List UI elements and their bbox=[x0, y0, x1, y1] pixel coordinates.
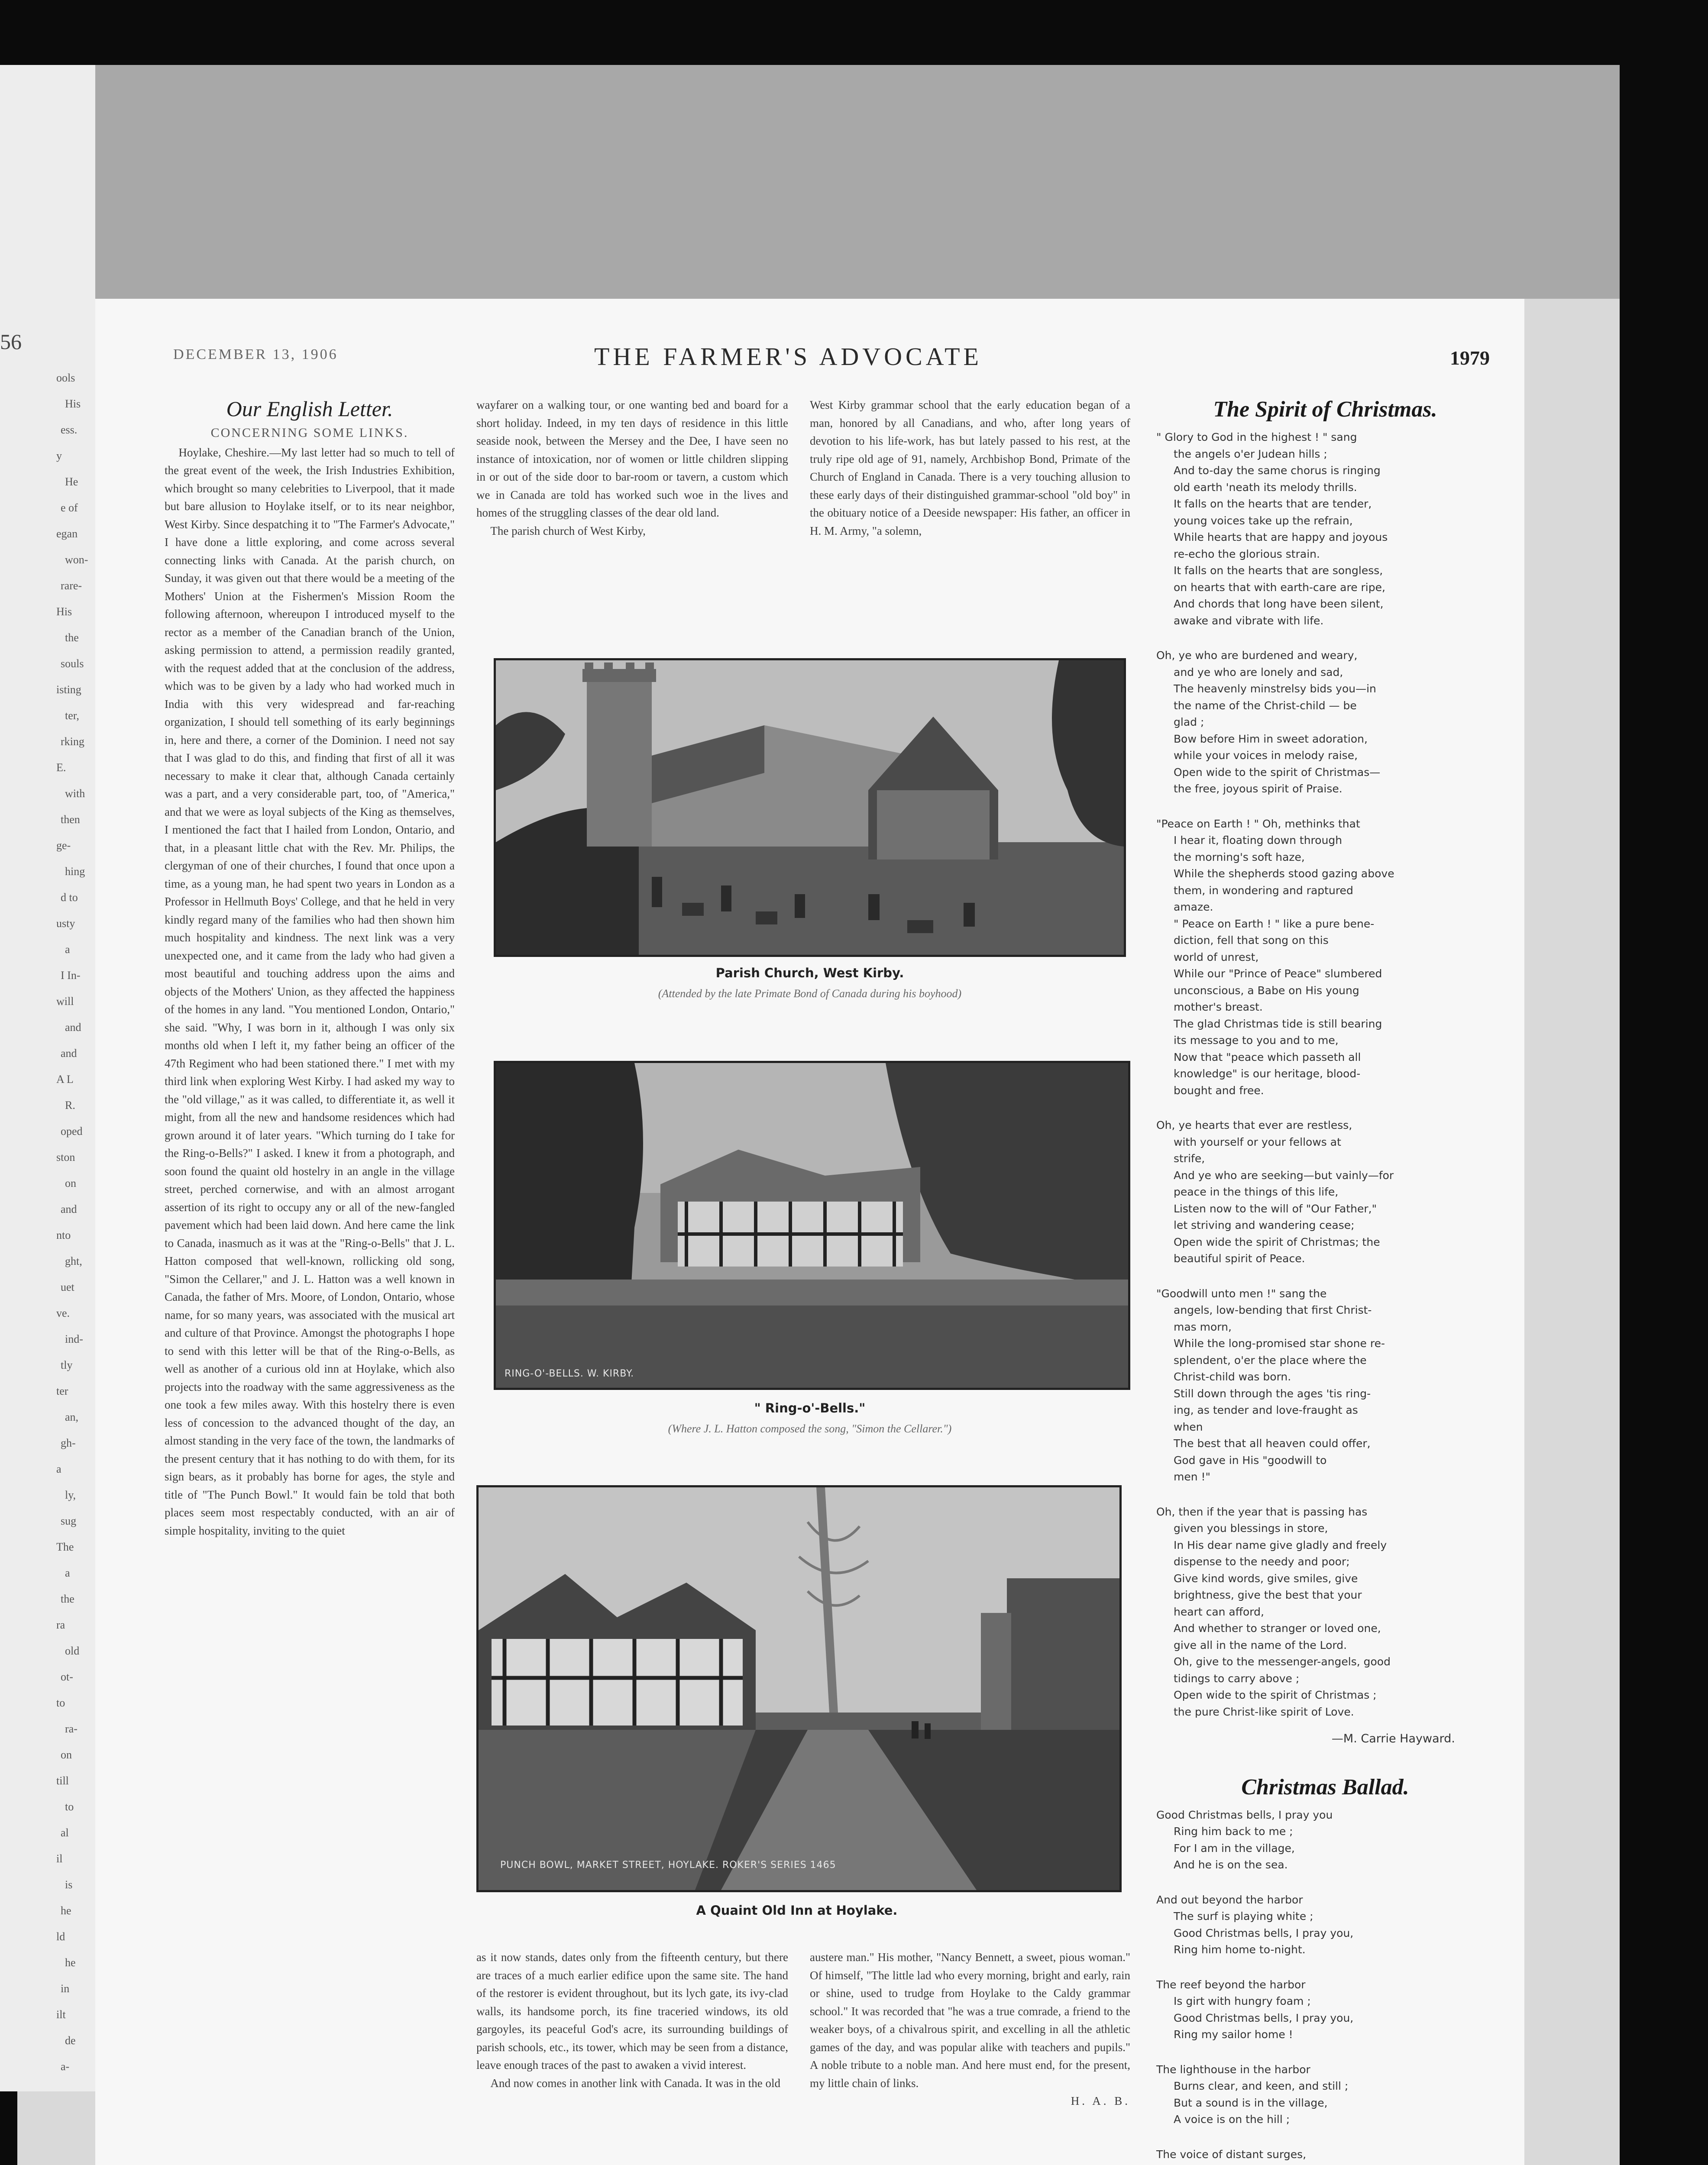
previous-page-fragment: isting bbox=[56, 683, 81, 696]
poem-line: world of unrest, bbox=[1174, 950, 1259, 963]
previous-page-fragment: He bbox=[65, 475, 78, 488]
previous-page-fragment: ess. bbox=[61, 423, 78, 436]
previous-page-fragment: ston bbox=[56, 1151, 75, 1163]
poem-spirit-of-christmas bbox=[1156, 429, 1494, 1720]
poem-line: "Peace on Earth ! " Oh, methinks that bbox=[1156, 817, 1360, 830]
poem-line: Now that "peace which passeth all bbox=[1174, 1050, 1361, 1063]
poem-line: I hear it, floating down through bbox=[1174, 834, 1342, 847]
previous-page-fragment: won- bbox=[65, 553, 88, 566]
poem-stanza bbox=[1156, 2146, 1494, 2165]
poem-line: Bow before Him in sweet adoration, bbox=[1174, 732, 1368, 745]
previous-page-fragment: I In- bbox=[61, 969, 81, 982]
previous-page-fragment: an, bbox=[65, 1411, 79, 1423]
previous-page-fragment: the bbox=[61, 1593, 74, 1605]
previous-page-fragment: e of bbox=[61, 501, 78, 514]
poem-line: bought and free. bbox=[1174, 1084, 1264, 1097]
previous-page-fragment: a bbox=[65, 943, 70, 956]
poem-stanza bbox=[1156, 429, 1494, 629]
previous-page-fragment: ly, bbox=[65, 1489, 76, 1501]
previous-page-fragment: to bbox=[65, 1800, 74, 1813]
previous-page-fragment: His bbox=[65, 397, 81, 410]
poem-line: Oh, ye who are burdened and weary, bbox=[1156, 649, 1358, 662]
poem-line: But a sound is in the village, bbox=[1174, 2096, 1328, 2109]
column-3 bbox=[810, 396, 1130, 540]
poem-line: old earth 'neath its melody thrills. bbox=[1174, 481, 1357, 494]
running-head bbox=[95, 342, 1524, 377]
poem-line: with yourself or your fellows at bbox=[1174, 1135, 1341, 1148]
poem-stanza bbox=[1156, 1117, 1494, 1267]
poem-line: Oh, then if the year that is passing has bbox=[1156, 1505, 1368, 1518]
poem-title: The Spirit of Christmas. bbox=[1213, 397, 1437, 422]
photo-inscription-ring-o-bells: RING-O'-BELLS. W. KIRBY. bbox=[505, 1368, 634, 1379]
previous-page-fragment: to bbox=[56, 1696, 65, 1709]
previous-page-fragment: rking bbox=[61, 735, 84, 748]
poem-line: glad ; bbox=[1174, 716, 1204, 728]
poem-line: splendent, o'er the place where the bbox=[1174, 1354, 1367, 1367]
poem-line: angels, low-bending that first Christ- bbox=[1174, 1304, 1372, 1316]
poem-line: Oh, give to the messenger-angels, good bbox=[1174, 1655, 1391, 1668]
poem-line: the pure Christ-like spirit of Love. bbox=[1174, 1705, 1354, 1718]
poem-line: The lighthouse in the harbor bbox=[1156, 2063, 1310, 2076]
previous-page-fragment: ter, bbox=[65, 709, 79, 722]
poem-line: Ring him back to me ; bbox=[1174, 1825, 1293, 1838]
article-subtitle: CONCERNING SOME LINKS. bbox=[210, 426, 409, 440]
poem-line: Burns clear, and keen, and still ; bbox=[1174, 2080, 1349, 2092]
poem-line: knowledge" is our heritage, blood- bbox=[1174, 1067, 1361, 1080]
film-border-right bbox=[1620, 0, 1708, 2165]
previous-page-fragment: ve. bbox=[56, 1307, 70, 1319]
poem-line: the free, joyous spirit of Praise. bbox=[1174, 782, 1342, 795]
column-2-bottom bbox=[476, 1948, 788, 2092]
previous-page-fragment: till bbox=[56, 1774, 69, 1787]
poem-line: While the shepherds stood gazing above bbox=[1174, 867, 1394, 880]
poem-line: Good Christmas bells, I pray you, bbox=[1174, 2011, 1354, 2024]
poem-line: mas morn, bbox=[1174, 1320, 1232, 1333]
poem-stanza bbox=[1156, 1286, 1494, 1486]
previous-page-fragment: old bbox=[65, 1645, 80, 1657]
previous-page-fragment: souls bbox=[61, 657, 84, 670]
poem-line: re-echo the glorious strain. bbox=[1174, 547, 1320, 560]
poem-line: beautiful spirit of Peace. bbox=[1174, 1252, 1305, 1265]
poem-line: It falls on the hearts that are songless, bbox=[1174, 564, 1383, 577]
photo-subcaption-parish-church: (Attended by the late Primate Bond of Canada during his boyhood) bbox=[658, 987, 962, 1000]
article-title: Our English Letter. bbox=[226, 397, 393, 421]
previous-page-fragment: E. bbox=[56, 761, 66, 774]
poem-line: Ring him home to-night. bbox=[1174, 1943, 1306, 1956]
ring-o-bells-illustration bbox=[496, 1063, 1128, 1388]
previous-page-fragment: d to bbox=[61, 891, 78, 904]
church-illustration bbox=[496, 660, 1124, 955]
poem-line: God gave in His "goodwill to bbox=[1174, 1454, 1327, 1467]
poem-line: the name of the Christ-child — be bbox=[1174, 699, 1357, 712]
poem-stanza bbox=[1156, 1504, 1494, 1721]
poem-stanza bbox=[1156, 816, 1494, 1099]
poem-line: strife, bbox=[1174, 1152, 1205, 1165]
poem-line: tidings to carry above ; bbox=[1174, 1672, 1300, 1685]
poem-line bbox=[1156, 2163, 1494, 2165]
previous-page-fragment: and bbox=[65, 1021, 81, 1034]
previous-page-fragment: in bbox=[61, 1982, 70, 1995]
previous-page-fragment: ot- bbox=[61, 1671, 73, 1683]
previous-page-fragment: R. bbox=[65, 1099, 75, 1112]
article-signature: H. A. B. bbox=[1071, 2094, 1130, 2107]
previous-page-fragment: The bbox=[56, 1541, 74, 1553]
previous-page-number: 56 bbox=[0, 330, 22, 354]
poem-line: The best that all heaven could offer, bbox=[1174, 1437, 1371, 1450]
photo-caption-quaint-old-inn: A Quaint Old Inn at Hoylake. bbox=[696, 1903, 898, 1918]
previous-page-fragment: on bbox=[65, 1177, 76, 1189]
previous-page-fragment: oped bbox=[61, 1125, 83, 1137]
inn-illustration bbox=[479, 1487, 1119, 1890]
previous-page-fragment: il bbox=[56, 1852, 63, 1865]
poem-line: It falls on the hearts that are tender, bbox=[1174, 498, 1372, 510]
poem-stanza bbox=[1156, 1977, 1494, 2043]
previous-page-fragment: rare- bbox=[61, 579, 82, 592]
poem-stanza bbox=[1156, 1892, 1494, 1958]
previous-page-fragment: then bbox=[61, 813, 80, 826]
previous-page-fragment: and bbox=[61, 1047, 77, 1060]
page-number: 1979 bbox=[1450, 347, 1490, 369]
previous-page-fragment: sug bbox=[61, 1515, 77, 1527]
poem-line: given you blessings in store, bbox=[1174, 1522, 1328, 1535]
poem-line: And chords that long have been silent, bbox=[1174, 598, 1384, 610]
previous-page-fragment: a- bbox=[61, 2060, 70, 2073]
poem-line: awake and vibrate with life. bbox=[1174, 614, 1324, 627]
poem-line: The surf is playing white ; bbox=[1174, 1910, 1313, 1923]
previous-page-fragment: y bbox=[56, 449, 62, 462]
newspaper-page bbox=[95, 299, 1524, 2165]
article-paragraph: West Kirby grammar school that the early education began of a man, honored by all Canadians, and who, after long years of devotion to his life-work, has but lately passed to his rest, at the truly ripe old age of 91, namely, Archbishop Bond, Primate of the Church of England in Canada. There is a very touching allusion to these early days of their distinguished grammar-school "old boy" in the obituary notice of a Deeside newspaper: His father, an officer in H. M. Army, "a solemn, bbox=[810, 398, 1130, 537]
article-paragraph: The parish church of West Kirby, bbox=[490, 524, 646, 537]
poem-line: Oh, ye hearts that ever are restless, bbox=[1156, 1119, 1352, 1131]
poem-line: Good Christmas bells, I pray you, bbox=[1174, 1926, 1354, 1939]
poem-line: its message to you and to me, bbox=[1174, 1034, 1339, 1047]
poem-line: ing, as tender and love-fraught as bbox=[1174, 1404, 1358, 1416]
poem-line: dispense to the needy and poor; bbox=[1174, 1555, 1350, 1568]
photo-ring-o-bells bbox=[494, 1061, 1130, 1390]
column-4 bbox=[1156, 396, 1494, 2165]
previous-page-fragment: ools bbox=[56, 372, 75, 384]
previous-page-fragment: on bbox=[61, 1748, 72, 1761]
poem-line: And out beyond the harbor bbox=[1156, 1893, 1303, 1906]
poem-line: And he is on the sea. bbox=[1174, 1858, 1288, 1871]
previous-page-fragment: hing bbox=[65, 865, 85, 878]
poem-line: while your voices in melody raise, bbox=[1174, 749, 1358, 762]
previous-page-fragment: ra bbox=[56, 1619, 65, 1631]
poem-line: young voices take up the refrain, bbox=[1174, 514, 1353, 527]
previous-page-fragment: usty bbox=[56, 917, 75, 930]
previous-page-fragment: A L bbox=[56, 1073, 74, 1086]
poem-line: Christ-child was born. bbox=[1174, 1370, 1291, 1383]
poem-stanza bbox=[1156, 1807, 1494, 1874]
photo-subcaption-ring-o-bells: (Where J. L. Hatton composed the song, "Simon the Cellarer.") bbox=[668, 1422, 952, 1435]
previous-page-fragment: ght, bbox=[65, 1255, 82, 1267]
poem-line: on hearts that with earth-care are ripe, bbox=[1174, 581, 1385, 594]
poem-line: Is girt with hungry foam ; bbox=[1174, 1995, 1311, 2007]
previous-page-fragment: uet bbox=[61, 1281, 74, 1293]
poem-line: Good Christmas bells, I pray you bbox=[1156, 1808, 1333, 1821]
poem-christmas-ballad bbox=[1156, 1807, 1494, 2165]
poem-line: While hearts that are happy and joyous bbox=[1174, 531, 1388, 543]
previous-page-fragment: and bbox=[61, 1203, 77, 1215]
poem-line: unconscious, a Babe on His young bbox=[1174, 984, 1359, 997]
article-paragraph: Hoylake, Cheshire.—My last letter had so much to tell of the great event of the week, the Irish Industries Exhibition, which brought so many celebrities to Liverpool, that it made but bare allusion to Hoylake itself, or to its near neighbor, West Kirby. Since despatching it to "The Farmer's Advocate," I have done a little exploring, and come across several connecting links with Canada. At the parish church, on Sunday, it was given out that there would be a meeting of the Mothers' Union at the Fishermen's Mission Room the following afternoon, whereupon I introduced myself to the rector as a member of the Canadian branch of the Union, asking permission to attend, a permission readily granted, with the request added that at the conclusion of the address, which was to be given by a lady who had worked much in India with this very widespread and far-reaching organization, I should tell something of its early beginnings in, here and there, a corner of the Dominion. I need not say that I was glad to do this, and finding that first of all it was necessary to make it clear that, although Canada certainly was a part, and a very considerable part, too, of "America," and that we were as loyal subjects of the King as themselves, I mentioned the fact that I hailed from London, Ontario, and that, in a pleasant little chat with the Rev. Mr. Philips, the clergyman of one of their churches, I found that once upon a time, as a young man, he had spent two years in London as a Professor in Hellmuth Boys' College, and that he held in very kindly regard many of the families who had then shown him much hospitality and kindness. The next link was a very unexpected one, and it came from the lady who had given a most beautiful and touching address upon the aims and objects of the Mothers' Union, as they affected the happiness of the homes in any land. "You mentioned London, Ontario," she said. "Why, I was born in it, although I was only six months old when I left it, my father being an officer of the 47th Regiment who had been stationed there." I met with my third link when exploring West Kirby. I had asked my way to the "old village," as it was called, to differentiate it, as well it might, from all the new and handsome residences which had grown around it of later years. "Which turning do I take for the Ring-o-Bells?" I asked. I knew it from a photograph, and soon found the quaint old hostelry in an angle in the village street, perched cornerwise, and with an almost arrogant assertion of its right to occupy any or all of the new-fangled pavement which had been laid down. And here came the link to Canada, inasmuch as it was at the "Ring-o-Bells" that J. L. Hatton composed that well-known, rollicking old song, "Simon the Cellarer," and J. L. Hatton was a well known in Canada, the father of Mrs. Moore, of London, Ontario, whose name, for so many years, was associated with the musical art and culture of that Province. Amongst the photographs I hope to send with this letter will be that of the Ring-o-Bells, as well as another of a curious old inn at Hoylake, which also projects into the roadway with the same aggressiveness as the one took a few miles away. With this hostelry there is even less of concession to the advanced thought of the day, an almost standing in the very face of the town, the landmarks of the present century that it has nothing to do with them, for its sign bears, as it probably has borne for ages, the style and title of "The Punch Bowl." It would fain be told that both places seem most respectably conducted, with an air of simple hospitality, inviting to the quiet bbox=[165, 446, 455, 1537]
poem-line: mother's breast. bbox=[1174, 1001, 1263, 1013]
poem-line: Ring my sailor home ! bbox=[1174, 2028, 1293, 2041]
poem-line: let striving and wandering cease; bbox=[1174, 1219, 1355, 1231]
poem-line: brightness, give the best that your bbox=[1174, 1589, 1362, 1601]
previous-page-fragment: will bbox=[56, 995, 74, 1008]
article-paragraph: And now comes in another link with Canada. It was in the old bbox=[490, 2076, 781, 2090]
poem-line: diction, fell that song on this bbox=[1174, 934, 1329, 947]
previous-page-fragment: nto bbox=[56, 1229, 71, 1241]
previous-page-fragment: His bbox=[56, 605, 72, 618]
poem-line: Open wide to the spirit of Christmas— bbox=[1174, 766, 1381, 779]
previous-page-fragment: egan bbox=[56, 527, 78, 540]
poem-line: peace in the things of this life, bbox=[1174, 1186, 1339, 1198]
column-3-bottom bbox=[810, 1948, 1130, 2110]
poem-line: men !" bbox=[1174, 1470, 1211, 1483]
previous-page-fragment: ra- bbox=[65, 1722, 78, 1735]
column-1 bbox=[165, 396, 455, 1540]
film-grey-side bbox=[95, 65, 1620, 299]
photo-quaint-old-inn bbox=[476, 1485, 1122, 1892]
issue-date: DECEMBER 13, 1906 bbox=[173, 346, 338, 362]
poem-stanza bbox=[1156, 647, 1494, 798]
photo-caption-ring-o-bells: " Ring-o'-Bells." bbox=[754, 1401, 866, 1415]
poem-line: The voice of distant surges, bbox=[1156, 2148, 1307, 2161]
previous-page-fragment: he bbox=[61, 1904, 71, 1917]
poem-line: " Glory to God in the highest ! " sang bbox=[1156, 431, 1357, 443]
poem-line: Give kind words, give smiles, give bbox=[1174, 1572, 1358, 1585]
poem-line: The reef beyond the harbor bbox=[1156, 1978, 1306, 1991]
photo-parish-church bbox=[494, 658, 1126, 957]
poem-line: the morning's soft haze, bbox=[1174, 850, 1305, 863]
poem-line: them, in wondering and raptured bbox=[1174, 884, 1353, 897]
article-paragraph: as it now stands, dates only from the fifteenth century, but there are traces of a much earlier edifice upon the same site. The hand of the restorer is evident throughout, but its lych gate, its ivy-clad walls, its handsome porch, its fine traceried windows, its old gargoyles, its peaceful God's acre, its surrounding buildings of parish schools, etc., its tower, which may be seen from a distance, leave enough traces of the past to awaken a vivid interest. bbox=[476, 1951, 788, 2071]
previous-page-fragment: al bbox=[61, 1826, 69, 1839]
previous-page-fragment: is bbox=[65, 1878, 73, 1891]
poem-line: While our "Prince of Peace" slumbered bbox=[1174, 967, 1382, 980]
poem-line: The glad Christmas tide is still bearing bbox=[1174, 1017, 1382, 1030]
poem-title: Christmas Ballad. bbox=[1241, 1774, 1409, 1800]
previous-page-fragment: ter bbox=[56, 1385, 68, 1397]
column-2 bbox=[476, 396, 788, 540]
article-paragraph: austere man." His mother, "Nancy Bennett, a sweet, pious woman." Of himself, "The little lad who every morning, bright and early, rain or shine, used to trudge from Hoylake to the Caldy grammar school." It was recorded that "he was a true comrade, a friend to the weaker boys, of a chivalrous spirit, and excelling in all the athletic games of the day, and was popular alike with teachers and pupils." A noble tribute to a noble man. And here must end, for the present, my little chain of links. bbox=[810, 1951, 1130, 2090]
previous-page-fragment: the bbox=[65, 631, 79, 644]
poem-line: And ye who are seeking—but vainly—for bbox=[1174, 1169, 1394, 1182]
poem-line: Listen now to the will of "Our Father," bbox=[1174, 1202, 1377, 1215]
previous-page-fragment: he bbox=[65, 1956, 76, 1969]
poem-line: heart can afford, bbox=[1174, 1605, 1264, 1618]
poem-line: Open wide to the spirit of Christmas ; bbox=[1174, 1689, 1377, 1701]
previous-page-fragment: tly bbox=[61, 1359, 73, 1371]
poem-line: While the long-promised star shone re- bbox=[1174, 1337, 1385, 1350]
poem-line: when bbox=[1174, 1420, 1203, 1433]
previous-page-edge bbox=[0, 65, 95, 2091]
poem-line: Open wide the spirit of Christmas; the bbox=[1174, 1235, 1380, 1248]
previous-page-fragment: ilt bbox=[56, 2008, 66, 2021]
previous-page-fragment: ind- bbox=[65, 1333, 83, 1345]
poem-line: amaze. bbox=[1174, 901, 1213, 913]
poem-line: A voice is on the hill ; bbox=[1174, 2113, 1290, 2126]
previous-page-fragment: de bbox=[65, 2034, 76, 2047]
poem-line: "Goodwill unto men !" sang the bbox=[1156, 1287, 1327, 1300]
previous-page-fragment: a bbox=[56, 1463, 61, 1475]
poem-line: And whether to stranger or loved one, bbox=[1174, 1622, 1381, 1635]
poem-line: " Peace on Earth ! " like a pure bene- bbox=[1174, 917, 1375, 930]
masthead-title: THE FARMER'S ADVOCATE bbox=[594, 343, 982, 371]
poem-line: In His dear name give gladly and freely bbox=[1174, 1538, 1387, 1551]
poem-line: And to-day the same chorus is ringing bbox=[1174, 464, 1381, 477]
previous-page-fragment: with bbox=[65, 787, 85, 800]
photo-inscription-quaint-old-inn: PUNCH BOWL, MARKET STREET, HOYLAKE. ROKER'S SERIES 1465 bbox=[500, 1860, 836, 1871]
film-border-top bbox=[0, 0, 1708, 65]
poem-line: The heavenly minstrelsy bids you—in bbox=[1174, 682, 1376, 695]
previous-page-fragment: ge- bbox=[56, 839, 71, 852]
poem-line: and ye who are lonely and sad, bbox=[1174, 666, 1343, 679]
previous-page-fragment: gh- bbox=[61, 1437, 76, 1449]
poem-line: Still down through the ages 'tis ring- bbox=[1174, 1387, 1371, 1400]
photo-caption-parish-church: Parish Church, West Kirby. bbox=[715, 966, 904, 980]
poem-attribution: —M. Carrie Hayward. bbox=[1331, 1732, 1455, 1745]
poem-stanza bbox=[1156, 2062, 1494, 2128]
poem-line: the angels o'er Judean hills ; bbox=[1174, 447, 1327, 460]
poem-line: For I am in the village, bbox=[1174, 1842, 1295, 1855]
previous-page-fragment: a bbox=[65, 1567, 70, 1579]
previous-page-fragment: ld bbox=[56, 1930, 65, 1943]
poem-line: give all in the name of the Lord. bbox=[1174, 1638, 1347, 1651]
article-paragraph: wayfarer on a walking tour, or one wanting bed and board for a short holiday. Indeed, in my ten days of residence in this little seaside nook, between the Mersey and the Dee, I have seen no instance of intoxication, nor of women or little children slipping in or out of the side door to bar-room or tavern, a custom which we in Canada are told has worked such woe in the lives and homes of the struggling classes of the dear old land. bbox=[476, 398, 788, 519]
